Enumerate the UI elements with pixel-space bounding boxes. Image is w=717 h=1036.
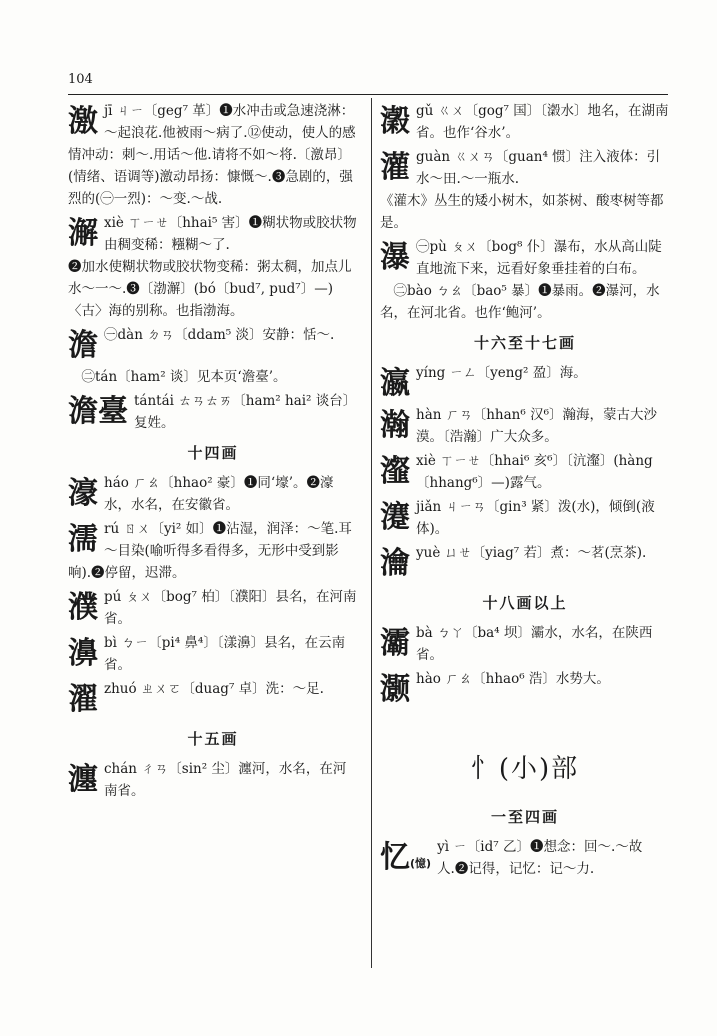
column-divider — [371, 98, 372, 968]
headword: 瀽 — [380, 500, 410, 535]
definition: yíng ㄧㄥ〔yeng² 盈〕海。 — [416, 365, 587, 381]
definition: xiè ㄒㄧㄝ〔hhai⁶ 亥⁶〕〔沆瀣〕(hàng〔hhang⁶〕—)露气。 — [416, 453, 653, 491]
headword — [380, 838, 431, 884]
section-heading: 十四画 — [187, 444, 239, 462]
entry-han — [380, 404, 670, 448]
headword: 濡 — [68, 522, 98, 557]
headword: 濮 — [68, 590, 98, 625]
right-column — [380, 100, 670, 884]
headword: 瀣 — [380, 454, 410, 489]
definition: bì ㄅㄧ〔pi⁴ 鼻⁴〕〔漾濞〕县名，在云南省。 — [104, 635, 346, 673]
headword-char: 忆 — [380, 840, 410, 875]
entry-pu — [68, 586, 358, 630]
definition: ㊀pù ㄆㄨ〔bog⁸ 仆〕瀑布，水从高山陡直地流下来，远看好象垂挂着的白布。 — [416, 239, 662, 277]
sub-definition: ㊁bào ㄅㄠ〔bao⁵ 暴〕❶暴雨。❷瀑河，水名，在河北省。也作‘鲍河’。 — [380, 283, 660, 321]
left-column — [68, 100, 358, 804]
headword: 灌 — [380, 150, 410, 185]
headword: 瀚 — [380, 408, 410, 443]
definition: yì ㄧ〔id⁷ 乙〕❶想念：回～.～故人.❷记得，记忆：记～力. — [437, 839, 643, 877]
entry-guan — [380, 146, 670, 234]
entry-gu — [380, 100, 670, 144]
definition: zhuó ㄓㄨㄛ〔duag⁷ 卓〕洗：～足. — [104, 681, 324, 697]
entry-ji — [68, 100, 358, 210]
definition: hào ㄏㄠ〔hhao⁶ 浩〕水势大。 — [416, 671, 610, 687]
entry-xie — [68, 212, 358, 322]
radical-heading: 忄(小)部 — [470, 754, 580, 784]
definition: gǔ ㄍㄨ〔gog⁷ 国〕〔瀔水〕地名，在湖南省。也作‘谷水’。 — [416, 103, 669, 141]
headword: 瀔 — [380, 104, 410, 139]
headword: 激 — [68, 104, 98, 139]
definition-continued: 《灌木》丛生的矮小树木，如茶树、酸枣树等都是。 — [380, 193, 664, 231]
entry-jian — [380, 496, 670, 540]
definition: ㊀dàn ㄉㄢ〔ddam⁵ 淡〕安静：恬～. — [104, 327, 335, 343]
headword: 濠 — [68, 476, 98, 511]
sub-definition: ㊁tán〔ham² 谈〕见本页‘澹臺’。 — [81, 369, 287, 385]
headword-traditional: (憶) — [410, 857, 432, 870]
entry-hao2 — [380, 668, 670, 707]
definition: hàn ㄏㄢ〔hhan⁶ 汉⁶〕瀚海，蒙古大沙漠。〔浩瀚〕广大众多。 — [416, 407, 657, 445]
entry-ba — [380, 622, 670, 666]
definition: guàn ㄍㄨㄢ〔guan⁴ 惯〕注入液体：引水～田.～一瓶水. — [416, 149, 661, 187]
definition: yuè ㄩㄝ〔yiag⁷ 若〕煮：～茗(烹茶). — [416, 545, 647, 561]
section-heading: 一至四画 — [490, 808, 559, 826]
headword: 濯 — [68, 682, 98, 717]
headword: 灞 — [380, 626, 410, 661]
page-number: 104 — [68, 72, 93, 87]
definition: háo ㄏㄠ〔hhao² 豪〕❶同‘壕’。❷濠水，水名，在安徽省。 — [104, 475, 334, 513]
entry-chan — [68, 758, 358, 802]
definition-continued: ❷加水使糊状物或胶状物变稀：粥太稠，加点儿水～一～.❸〔渤澥〕(bó〔bud⁷, pud⁷〕—)〈古〉海的别称。也指渤海。 — [68, 259, 352, 319]
headword: 瀑 — [380, 240, 410, 275]
section-heading: 十五画 — [187, 730, 239, 748]
entry-hao — [68, 472, 358, 516]
section-heading: 十六至十七画 — [473, 334, 576, 352]
headword: 澹臺 — [68, 394, 128, 429]
definition: xiè ㄒㄧㄝ〔hhai⁵ 害〕❶糊状物或胶状物由稠变稀：糨糊～了. — [104, 215, 357, 253]
definition: jiǎn ㄐㄧㄢ〔gin³ 紧〕泼(水)，倾倒(液体)。 — [416, 499, 655, 537]
definition: chán ㄔㄢ〔sin² 尘〕瀍河，水名，在河南省。 — [104, 761, 347, 799]
definition: jī ㄐㄧ〔geg⁷ 革〕❶水冲击或急速浇淋：～起浪花.他被雨～病了.⑫使动，使人的感情冲动：刺～.用话～他.请将不如～将.〔激昂〕(情绪、语调等)激动昂扬：慷慨～.❸急剧的，强烈的(㊀一烈)：～变.～战. — [68, 103, 356, 207]
definition: rú ㄖㄨ〔yi² 如〕❶沾湿，润泽：～笔.耳～目染(喻听得多看得多，无形中受到影响).❷停留，迟滞。 — [68, 521, 352, 581]
entry-bi — [68, 632, 358, 676]
entry-tantai — [68, 390, 358, 434]
entry-pu2 — [380, 236, 670, 324]
entry-xie2 — [380, 450, 670, 494]
headword: 瀛 — [380, 366, 410, 401]
entry-yue — [380, 542, 670, 581]
entry-ru — [68, 518, 358, 584]
entry-dan — [68, 324, 358, 388]
headword: 澹 — [68, 328, 98, 363]
header-rule — [68, 94, 668, 95]
definition: bà ㄅㄚ〔ba⁴ 坝〕灞水，水名，在陕西省。 — [416, 625, 653, 663]
section-heading: 十八画以上 — [482, 594, 568, 612]
headword: 濞 — [68, 636, 98, 671]
headword: 灏 — [380, 672, 410, 707]
headword: 瀍 — [68, 762, 98, 797]
definition: pú ㄆㄨ〔bog⁷ 柏〕〔濮阳〕县名，在河南省。 — [104, 589, 357, 627]
definition: tántái ㄊㄢㄊㄞ〔ham² hai² 谈台〕复姓。 — [134, 393, 357, 431]
entry-zhuo — [68, 678, 358, 717]
entry-ying — [380, 362, 670, 401]
entry-yi — [380, 836, 670, 880]
headword: 澥 — [68, 216, 98, 251]
headword: 瀹 — [380, 546, 410, 581]
